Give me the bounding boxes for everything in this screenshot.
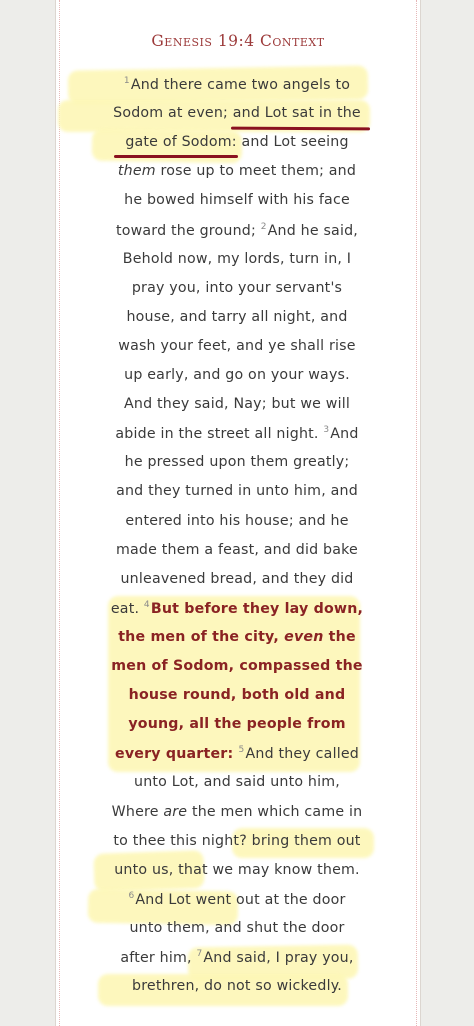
emphasis-text: the men of the city, xyxy=(118,628,285,645)
verse-line xyxy=(0,338,474,354)
verse-text-segment: Where xyxy=(111,803,164,820)
verse-line xyxy=(0,483,474,499)
verse-text-segment: unto them, and shut the door xyxy=(129,919,345,936)
verse-line xyxy=(0,454,474,470)
underline-mark xyxy=(114,155,238,158)
verse-text-segment: entered into his house; and he xyxy=(125,512,349,529)
verse-text-segment: Behold now, my lords, turn in, I xyxy=(122,250,352,267)
verse-number: 5 xyxy=(238,745,245,756)
italic-word: them xyxy=(117,163,156,180)
verse-text-segment: up early, and go on your ways. xyxy=(124,367,350,383)
verse-line xyxy=(0,833,474,849)
verse-line xyxy=(0,396,474,412)
verse-text-segment: And Lot went out at the door xyxy=(135,891,346,908)
verse-line xyxy=(0,949,474,966)
verse-text-segment: And xyxy=(330,426,359,443)
verse-line xyxy=(0,920,474,936)
verse-line xyxy=(0,862,474,878)
verse-number: 1 xyxy=(123,76,130,86)
verse-text-segment: made them a feast, and did bake xyxy=(116,541,358,558)
verse-number: 2 xyxy=(260,221,267,232)
verse-text-segment: And they called xyxy=(245,746,359,763)
italic-word: even xyxy=(284,628,324,645)
verse-line xyxy=(0,687,474,703)
verse-line xyxy=(0,425,474,442)
verse-line xyxy=(0,76,474,93)
verse-text-segment: brethren, do not so wickedly. xyxy=(131,978,342,995)
emphasis-text: every quarter: xyxy=(115,746,239,763)
verse-text-segment: unto Lot, and said unto him, xyxy=(134,774,340,791)
emphasis-text: house round, both old and xyxy=(128,687,346,704)
verse-line xyxy=(0,658,474,674)
verse-line xyxy=(0,542,474,558)
verse-line xyxy=(0,774,474,790)
verse-line xyxy=(0,804,474,820)
verse-line xyxy=(0,309,474,325)
verse-text-segment: unto us, that we may know them. xyxy=(114,861,360,878)
verse-line xyxy=(0,222,474,239)
verse-text-segment: And there came two angels to xyxy=(130,77,351,93)
verse-text-segment: abide in the street all night. xyxy=(115,426,324,443)
verse-text-segment: to thee this night? bring them out xyxy=(113,832,361,849)
verse-line xyxy=(0,745,474,762)
verse-number: 7 xyxy=(196,949,203,959)
verse-text-segment: And said, I pray you, xyxy=(203,950,354,966)
emphasis-text xyxy=(284,629,323,645)
verse-line xyxy=(0,629,474,645)
verse-line xyxy=(0,513,474,529)
verse-text-segment: And they said, Nay; but we will xyxy=(124,396,350,413)
emphasis-text: young, all the people from xyxy=(128,716,346,733)
verse-line xyxy=(0,192,474,208)
page-title: Genesis 19:4 Context xyxy=(151,32,325,50)
verse-text-segment: and they turned in unto him, and xyxy=(116,483,358,500)
emphasis-text: the xyxy=(323,628,356,645)
verse-line xyxy=(0,105,474,121)
verse-line xyxy=(0,716,474,732)
verse-text-segment: Sodom at even; and Lot sat in the xyxy=(113,105,361,122)
verse-text-segment: rose up to meet them; and xyxy=(155,163,357,180)
verse-text-segment: wash your feet, and ye shall rise xyxy=(118,337,356,354)
verse-number: 4 xyxy=(143,599,150,610)
emphasis-text: But before they lay down, xyxy=(150,600,364,617)
verse-line xyxy=(0,978,474,994)
verse-text-segment: after him, xyxy=(120,950,197,966)
emphasis-text: men of Sodom, compassed the xyxy=(111,658,363,674)
verse-text-segment: he bowed himself with his face xyxy=(124,192,350,209)
verse-line xyxy=(0,251,474,267)
verse-line xyxy=(0,600,474,617)
verse-text-segment: the men which came in xyxy=(187,803,363,820)
verse-text-segment: eat. xyxy=(110,600,144,617)
verse-text-segment: pray you, into your servant's xyxy=(131,279,343,296)
verse-line xyxy=(0,163,474,179)
verse-text-segment: And he said, xyxy=(267,222,359,239)
verse-text-segment: unleavened bread, and they did xyxy=(120,570,354,587)
italic-word: are xyxy=(163,803,188,820)
verse-line xyxy=(0,367,474,383)
verse-text-segment: gate of Sodom: and Lot seeing xyxy=(125,134,349,151)
verse-number: 6 xyxy=(128,890,135,901)
verse-text-segment: toward the ground; xyxy=(115,222,261,239)
verse-text-segment: house, and tarry all night, and xyxy=(126,308,348,325)
verse-number: 3 xyxy=(323,425,330,436)
verse-line xyxy=(0,134,474,150)
verse-line xyxy=(0,280,474,296)
verse-text-segment: he pressed upon them greatly; xyxy=(124,454,350,471)
verse-line xyxy=(0,571,474,587)
verse-line xyxy=(0,891,474,908)
